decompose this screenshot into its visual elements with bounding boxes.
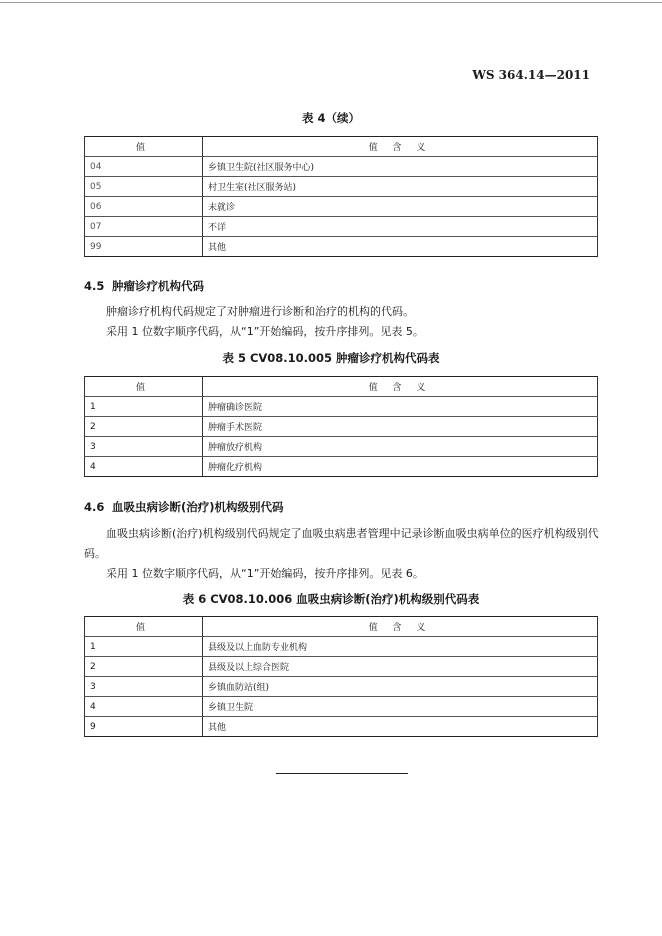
meaning-cell: 乡镇卫生院(社区服务中心) <box>203 157 598 177</box>
table6-caption: 表 6 CV08.10.006 血吸虫病诊断(治疗)机构级别代码表 <box>182 592 480 606</box>
column-header-meaning: 值 含 义 <box>203 377 598 397</box>
table-header-row <box>85 137 598 157</box>
code-cell: 04 <box>85 157 203 177</box>
table-row <box>85 457 598 477</box>
code-cell: 2 <box>85 657 203 677</box>
section-title: 肿瘤诊疗机构代码 <box>112 279 204 293</box>
code-cell: 9 <box>85 717 203 737</box>
code-cell: 3 <box>85 437 203 457</box>
code-cell: 4 <box>85 697 203 717</box>
table-row <box>85 237 598 257</box>
code-cell: 05 <box>85 177 203 197</box>
meaning-cell: 乡镇卫生院 <box>203 697 598 717</box>
column-header-meaning: 值 含 义 <box>203 617 598 637</box>
table-header-row <box>85 377 598 397</box>
meaning-cell: 肿瘤手术医院 <box>203 417 598 437</box>
paragraph: 血吸虫病诊断(治疗)机构级别代码规定了血吸虫病患者管理中记录诊断血吸虫病单位的医疗机构级别代码。 <box>84 527 599 560</box>
table-row <box>85 417 598 437</box>
code-cell: 1 <box>85 637 203 657</box>
code-cell: 1 <box>85 397 203 417</box>
meaning-cell: 未就诊 <box>203 197 598 217</box>
table-row <box>85 397 598 417</box>
meaning-cell: 乡镇血防站(组) <box>203 677 598 697</box>
section-number: 4.6 <box>84 500 105 514</box>
section-heading-4-6 <box>84 499 284 515</box>
meaning-cell: 肿瘤化疗机构 <box>203 457 598 477</box>
table4-caption: 表 4（续） <box>301 111 360 125</box>
code-cell: 99 <box>85 237 203 257</box>
meaning-cell: 其他 <box>203 717 598 737</box>
meaning-cell: 其他 <box>203 237 598 257</box>
code-cell: 3 <box>85 677 203 697</box>
paragraph: 肿瘤诊疗机构代码规定了对肿瘤进行诊断和治疗的机构的代码。 <box>106 305 414 318</box>
table-row <box>85 177 598 197</box>
table-row <box>85 697 598 717</box>
column-header-meaning: 值 含 义 <box>203 137 598 157</box>
table-row <box>85 637 598 657</box>
meaning-cell: 不详 <box>203 217 598 237</box>
table5 <box>84 376 598 477</box>
code-cell: 06 <box>85 197 203 217</box>
paragraph: 采用 1 位数字顺序代码，从“1”开始编码，按升序排列。见表 6。 <box>106 567 424 580</box>
column-header-value: 值 <box>85 137 203 157</box>
table-header-row <box>85 617 598 637</box>
section-number: 4.5 <box>84 279 105 293</box>
table-row <box>85 217 598 237</box>
table4 <box>84 136 598 257</box>
end-of-document-rule <box>276 773 408 774</box>
column-header-value: 值 <box>85 617 203 637</box>
meaning-cell: 肿瘤放疗机构 <box>203 437 598 457</box>
meaning-cell: 县级及以上综合医院 <box>203 657 598 677</box>
section-heading-4-5 <box>84 278 204 294</box>
table6 <box>84 616 598 737</box>
code-cell: 2 <box>85 417 203 437</box>
table5-caption: 表 5 CV08.10.005 肿瘤诊疗机构代码表 <box>222 351 440 365</box>
table-row <box>85 157 598 177</box>
table-row <box>85 197 598 217</box>
meaning-cell: 村卫生室(社区服务站) <box>203 177 598 197</box>
table-row <box>85 657 598 677</box>
page-top-rule <box>0 2 662 3</box>
code-cell: 4 <box>85 457 203 477</box>
paragraph: 采用 1 位数字顺序代码，从“1”开始编码，按升序排列。见表 5。 <box>106 325 424 338</box>
meaning-cell: 县级及以上血防专业机构 <box>203 637 598 657</box>
standard-number: WS 364.14—2011 <box>472 68 590 82</box>
code-cell: 07 <box>85 217 203 237</box>
meaning-cell: 肿瘤确诊医院 <box>203 397 598 417</box>
section-title: 血吸虫病诊断(治疗)机构级别代码 <box>112 500 284 514</box>
table-row <box>85 437 598 457</box>
table-row <box>85 717 598 737</box>
column-header-value: 值 <box>85 377 203 397</box>
table-row <box>85 677 598 697</box>
